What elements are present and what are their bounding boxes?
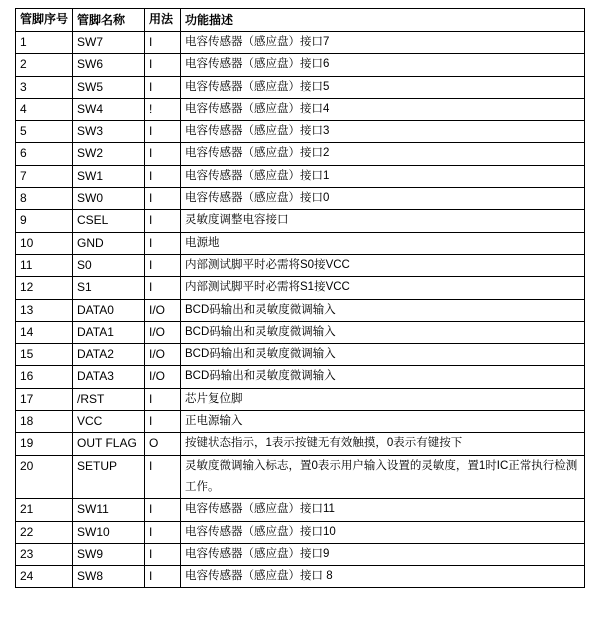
pin-no-cell: 16: [16, 366, 73, 388]
function-cell: 内部测试脚平时必需将S0接VCC: [181, 254, 585, 276]
usage-cell: I: [145, 566, 181, 588]
usage-cell: I: [145, 277, 181, 299]
header-pin-no: 管脚序号: [16, 9, 73, 32]
table-row: [16, 543, 585, 565]
usage-cell: I: [145, 388, 181, 410]
pin-name-cell: S0: [73, 254, 145, 276]
function-cell: 正电源输入: [181, 411, 585, 433]
function-cell: BCD码输出和灵敏度微调输入: [181, 321, 585, 343]
function-cell: 灵敏度微调输入标志，置0表示用户输入设置的灵敏度，置1时IC正常执行检测工作。: [181, 455, 585, 499]
usage-cell: I: [145, 254, 181, 276]
pin-name-cell: DATA0: [73, 299, 145, 321]
table-row: [16, 188, 585, 210]
pin-name-cell: SW7: [73, 32, 145, 54]
pin-no-cell: 10: [16, 232, 73, 254]
table-row: [16, 455, 585, 499]
pin-no-cell: 14: [16, 321, 73, 343]
usage-cell: I: [145, 188, 181, 210]
table-row: [16, 143, 585, 165]
pin-table-body: [16, 32, 585, 588]
usage-cell: I: [145, 455, 181, 499]
header-function: 功能描述: [181, 9, 585, 32]
pin-name-cell: SW0: [73, 188, 145, 210]
function-cell: 电容传感器（感应盘）接口0: [181, 188, 585, 210]
table-row: [16, 366, 585, 388]
header-usage: 用法: [145, 9, 181, 32]
usage-cell: I: [145, 32, 181, 54]
header-row: [16, 9, 585, 32]
pin-name-cell: SW1: [73, 165, 145, 187]
table-row: [16, 433, 585, 455]
function-cell: BCD码输出和灵敏度微调输入: [181, 344, 585, 366]
usage-cell: I: [145, 543, 181, 565]
pin-no-cell: 18: [16, 411, 73, 433]
pin-no-cell: 20: [16, 455, 73, 499]
usage-cell: I/O: [145, 344, 181, 366]
pin-no-cell: 24: [16, 566, 73, 588]
pin-name-cell: VCC: [73, 411, 145, 433]
pin-no-cell: 5: [16, 121, 73, 143]
usage-cell: I: [145, 54, 181, 76]
pin-name-cell: SW5: [73, 76, 145, 98]
usage-cell: I/O: [145, 299, 181, 321]
pin-name-cell: /RST: [73, 388, 145, 410]
function-cell: 电容传感器（感应盘）接口10: [181, 521, 585, 543]
pin-no-cell: 6: [16, 143, 73, 165]
pin-no-cell: 21: [16, 499, 73, 521]
pin-name-cell: OUT FLAG: [73, 433, 145, 455]
function-cell: BCD码输出和灵敏度微调输入: [181, 299, 585, 321]
function-cell: 电容传感器（感应盘）接口2: [181, 143, 585, 165]
table-row: [16, 54, 585, 76]
pin-no-cell: 4: [16, 98, 73, 120]
header-pin-name: 管脚名称: [73, 9, 145, 32]
pin-name-cell: CSEL: [73, 210, 145, 232]
function-cell: 按键状态指示，1表示按键无有效触摸，0表示有键按下: [181, 433, 585, 455]
pin-name-cell: SW9: [73, 543, 145, 565]
table-row: [16, 566, 585, 588]
table-row: [16, 121, 585, 143]
pin-table: [15, 8, 585, 588]
pin-name-cell: DATA1: [73, 321, 145, 343]
pin-name-cell: S1: [73, 277, 145, 299]
table-row: [16, 411, 585, 433]
pin-no-cell: 17: [16, 388, 73, 410]
usage-cell: I: [145, 521, 181, 543]
function-cell: 电容传感器（感应盘）接口 8: [181, 566, 585, 588]
usage-cell: I: [145, 499, 181, 521]
pin-no-cell: 23: [16, 543, 73, 565]
function-cell: 内部测试脚平时必需将S1接VCC: [181, 277, 585, 299]
pin-name-cell: SW11: [73, 499, 145, 521]
table-row: [16, 344, 585, 366]
function-cell: 电容传感器（感应盘）接口6: [181, 54, 585, 76]
table-row: [16, 32, 585, 54]
function-cell: BCD码输出和灵敏度微调输入: [181, 366, 585, 388]
usage-cell: I: [145, 232, 181, 254]
table-row: [16, 76, 585, 98]
function-cell: 电容传感器（感应盘）接口3: [181, 121, 585, 143]
table-row: [16, 232, 585, 254]
pin-name-cell: DATA3: [73, 366, 145, 388]
pin-name-cell: SW8: [73, 566, 145, 588]
function-cell: 电容传感器（感应盘）接口7: [181, 32, 585, 54]
function-cell: 电容传感器（感应盘）接口11: [181, 499, 585, 521]
pin-name-cell: SW3: [73, 121, 145, 143]
pin-no-cell: 12: [16, 277, 73, 299]
usage-cell: I: [145, 165, 181, 187]
pin-no-cell: 15: [16, 344, 73, 366]
table-row: [16, 499, 585, 521]
table-row: [16, 388, 585, 410]
table-row: [16, 165, 585, 187]
usage-cell: I/O: [145, 321, 181, 343]
usage-cell: I: [145, 76, 181, 98]
pin-name-cell: GND: [73, 232, 145, 254]
pin-name-cell: SW4: [73, 98, 145, 120]
pin-name-cell: SW10: [73, 521, 145, 543]
pin-no-cell: 22: [16, 521, 73, 543]
function-cell: 灵敏度调整电容接口: [181, 210, 585, 232]
table-row: [16, 98, 585, 120]
usage-cell: I: [145, 210, 181, 232]
usage-cell: O: [145, 433, 181, 455]
pin-name-cell: DATA2: [73, 344, 145, 366]
pin-no-cell: 1: [16, 32, 73, 54]
function-cell: 电容传感器（感应盘）接口1: [181, 165, 585, 187]
pin-name-cell: SW2: [73, 143, 145, 165]
function-cell: 芯片复位脚: [181, 388, 585, 410]
usage-cell: I: [145, 143, 181, 165]
pin-name-cell: SW6: [73, 54, 145, 76]
table-row: [16, 210, 585, 232]
function-cell: 电容传感器（感应盘）接口9: [181, 543, 585, 565]
usage-cell: I: [145, 411, 181, 433]
pin-no-cell: 13: [16, 299, 73, 321]
table-row: [16, 277, 585, 299]
pin-no-cell: 11: [16, 254, 73, 276]
usage-cell: !: [145, 98, 181, 120]
usage-cell: I: [145, 121, 181, 143]
pin-no-cell: 8: [16, 188, 73, 210]
pin-no-cell: 19: [16, 433, 73, 455]
pin-name-cell: SETUP: [73, 455, 145, 499]
pin-no-cell: 3: [16, 76, 73, 98]
pin-no-cell: 7: [16, 165, 73, 187]
pin-no-cell: 9: [16, 210, 73, 232]
function-cell: 电容传感器（感应盘）接口5: [181, 76, 585, 98]
table-row: [16, 299, 585, 321]
pin-no-cell: 2: [16, 54, 73, 76]
table-row: [16, 321, 585, 343]
usage-cell: I/O: [145, 366, 181, 388]
function-cell: 电源地: [181, 232, 585, 254]
table-row: [16, 521, 585, 543]
function-cell: 电容传感器（感应盘）接口4: [181, 98, 585, 120]
table-row: [16, 254, 585, 276]
